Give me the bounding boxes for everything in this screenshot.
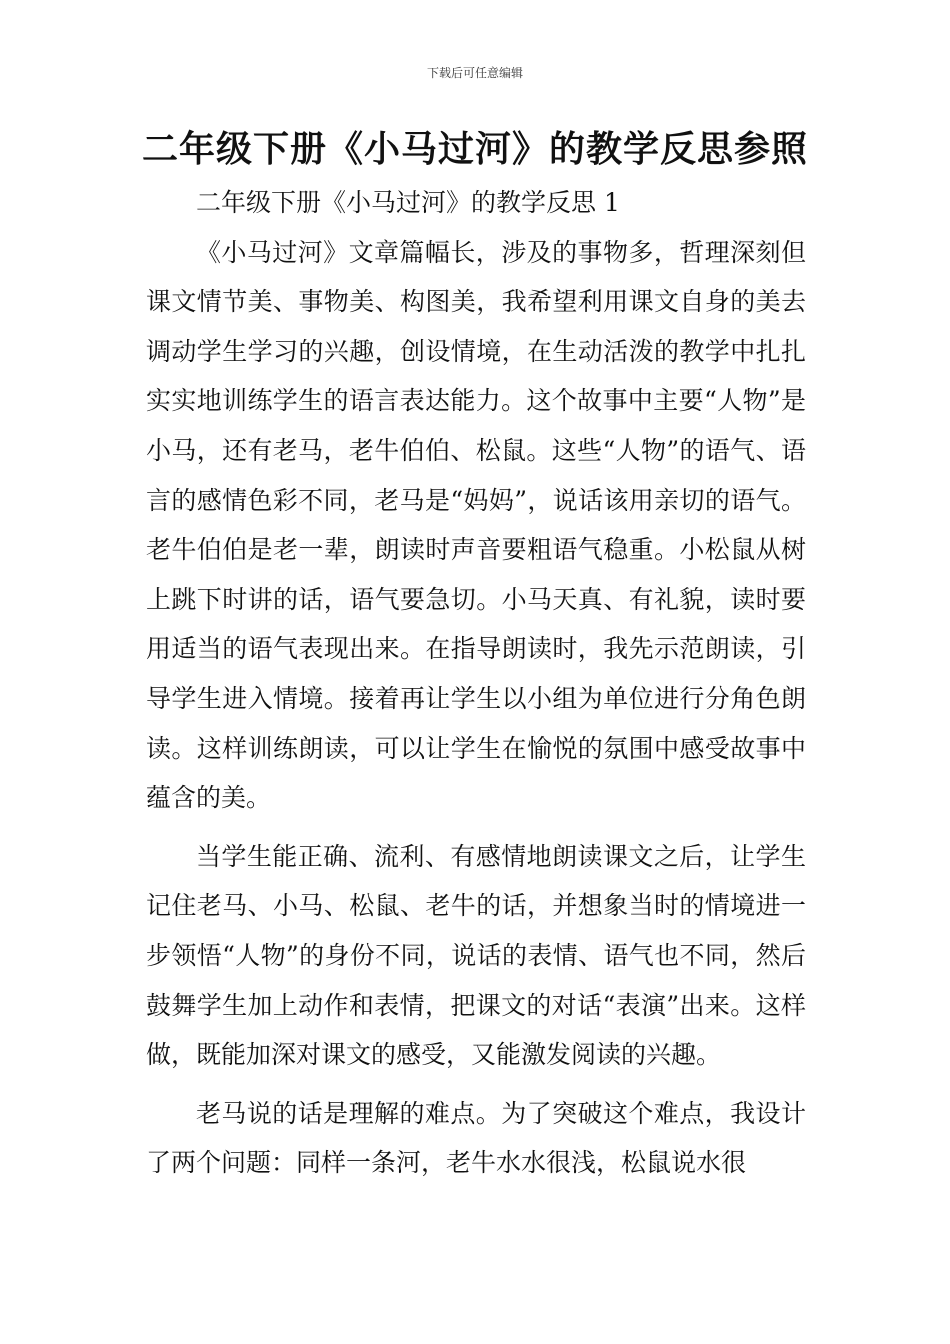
paragraph-3: 老马说的话是理解的难点。为了突破这个难点，我设计了两个问题：同样一条河，老牛水水很浅，松鼠说水很 — [146, 1098, 806, 1178]
document-title: 二年级下册《小马过河》的教学反思参照 — [141, 129, 808, 170]
document-body — [146, 178, 806, 1188]
page-header-note: 下载后可任意编辑 — [426, 66, 523, 80]
paragraph-1: 《小马过河》文章篇幅长，涉及的事物多，哲理深刻但课文情节美、事物美、构图美，我希望利用课文自身的美去调动学生学习的兴趣，创设情境，在生动活泼的教学中扎扎实实地训练学生的语言表达能力。这个故事中主要“人物”是小马，还有老马，老牛伯伯、松鼠。这些“人物”的语气、语言的感情色彩不同，老马是“妈妈”，说话该用亲切的语气。老牛伯伯是老一辈，朗读时声音要粗语气稳重。小松鼠从树上跳下时讲的话，语气要急切。小马天真、有礼貌，读时要用适当的语气表现出来。在指导朗读时，我先示范朗读，引导学生进入情境。接着再让学生以小组为单位进行分角色朗读。这样训练朗读，可以让学生在愉悦的氛围中感受故事中蕴含的美。 — [146, 237, 806, 813]
paragraph-2: 当学生能正确、流利、有感情地朗读课文之后，让学生记住老马、小马、松鼠、老牛的话，并想象当时的情境进一步领悟“人物”的身份不同，说话的表情、语气也不同，然后鼓舞学生加上动作和表情，把课文的对话“表演”出来。这样做，既能加深对课文的感受，又能激发阅读的兴趣。 — [146, 841, 806, 1070]
section-subtitle: 二年级下册《小马过河》的教学反思 1 — [196, 188, 620, 217]
